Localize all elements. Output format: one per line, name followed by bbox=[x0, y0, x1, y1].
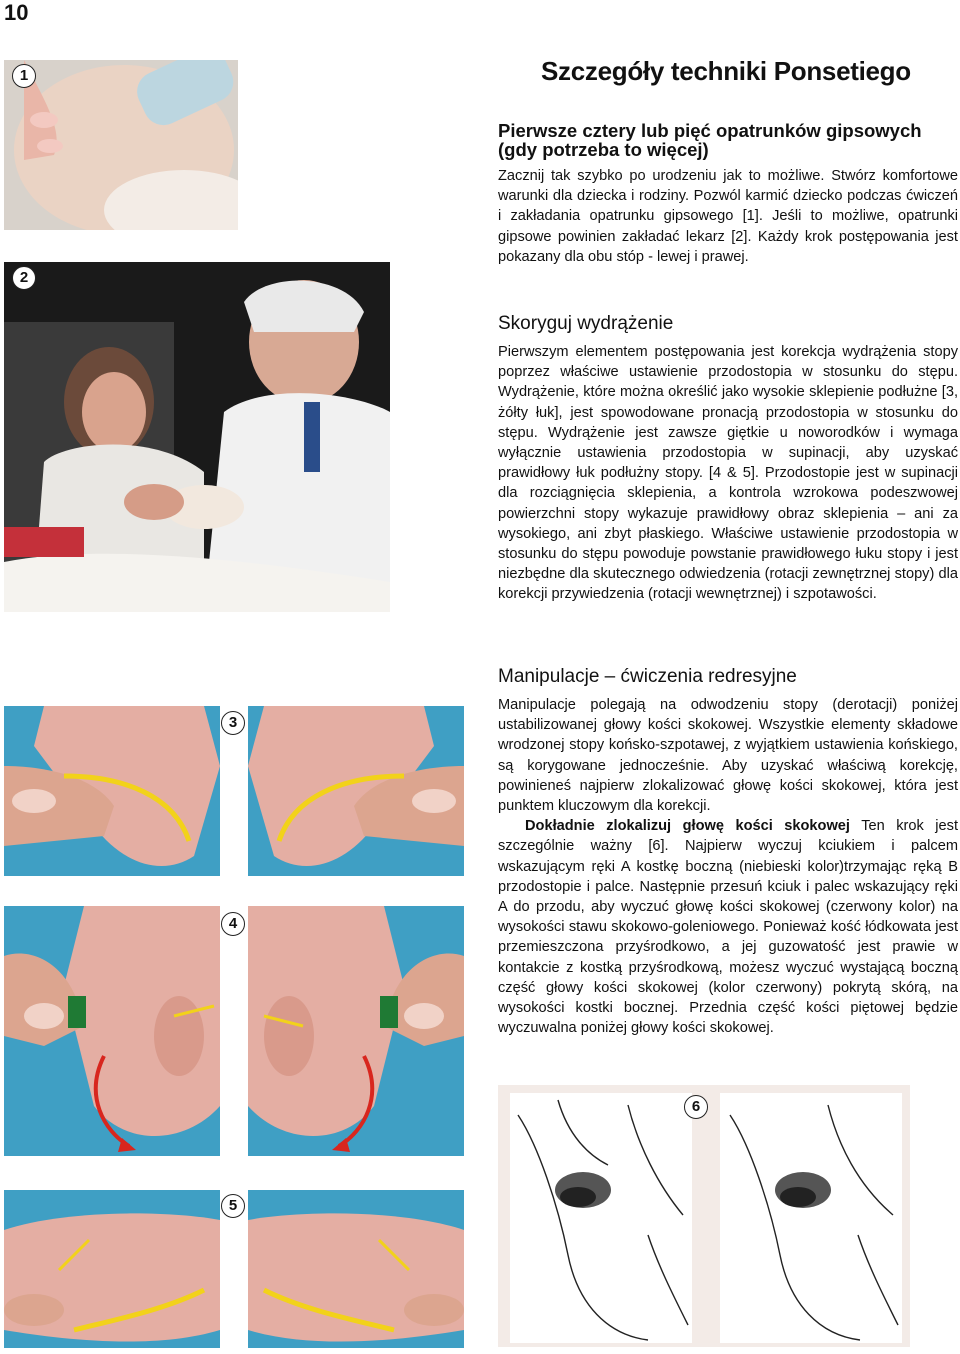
figure-5-badge: 5 bbox=[221, 1194, 245, 1218]
locate-talus-body: Ten krok jest szczególnie ważny [6]. Najpierw wyczuj kciukiem i palcem wskazującym ręki A kostkę boczną (niebieski kolor)trzymając ręką B przodostopie i palce. Następnie przesuń kciuk i palec wskazujący ręki A do przodu, aby wyczuć głowę kości skokowej (czerwony kolor) na wysokości stawu skokowo-goleniowego. Ponieważ kość łódkowata jest przemieszczona przyśrodkowo, a jej guzowatość jest prawie w kontakcie z kostką przyśrodkową, możesz wyczuć wystającą boczną część głowy kości skokowej (kolor czerwony) pokrytą skórą, na wysokości kostki bocznej. Przednia część kości piętowej będzie wyczuwalna poniżej głowy kości skokowej. bbox=[498, 818, 958, 1037]
section-manipulation-body: Manipulacje polegają na odwodzeniu stopy (derotacji) poniżej ustabilizowanej głowy kości skokowej. Wszystkie elementy składowe wrodzonej stopy końsko-szpotawej, z wyjątkiem ustawienia końskiego, są korygowane jednocześnie. Aby uzyskać właściwą korekcję, powinieneś najpierw zlokalizować głowę kości skokowej, która jest punktem kluczowym dla korekcji. bbox=[498, 697, 958, 815]
section-cavus bbox=[498, 313, 958, 605]
section-manipulation bbox=[498, 666, 958, 1038]
figure-5-right-photo bbox=[248, 1190, 464, 1348]
section-locate-talus bbox=[498, 816, 958, 1038]
green-marker bbox=[380, 996, 398, 1028]
section-manipulation-heading: Manipulacje – ćwiczenia redresyjne bbox=[498, 666, 797, 687]
figure-3-right-photo bbox=[248, 706, 464, 876]
figure-4-left-photo bbox=[4, 906, 220, 1156]
section-casts-body: Zacznij tak szybko po urodzeniu jak to możliwe. Stwórz komfortowe warunki dla dziecka i rodziny. Pozwól karmić dziecko podczas ćwiczeń i zakładania opatrunku gipsowego [1]. Jeśli to możliwe, opatrunki gipsowe powinien zakładać lekarz [2]. Każdy krok postępowania jest pokazany dla obu stóp - lewej i prawej. bbox=[498, 168, 958, 265]
figure-2-badge: 2 bbox=[12, 266, 36, 290]
figure-1-photo bbox=[4, 60, 238, 230]
figure-3-badge: 3 bbox=[221, 711, 245, 735]
section-cavus-heading: Skoryguj wydrążenie bbox=[498, 313, 674, 334]
figure-6-badge: 6 bbox=[684, 1095, 708, 1119]
section-casts-heading: Pierwsze cztery lub pięć opatrunków gipsowych (gdy potrzeba to więcej) bbox=[498, 120, 922, 160]
page-title: Szczegóły techniki Ponsetiego bbox=[541, 56, 911, 86]
figure-1-badge: 1 bbox=[12, 64, 36, 88]
figure-4-badge: 4 bbox=[221, 912, 245, 936]
figure-6-drawing bbox=[498, 1085, 910, 1347]
green-marker bbox=[68, 996, 86, 1028]
figure-2-photo bbox=[4, 262, 390, 612]
section-cavus-body: Pierwszym elementem postępowania jest korekcja wydrążenia stopy poprzez właściwe ustawienie przodostopia w stosunku do stępu. Wydrążenie, które można określić jako wysokie sklepienie podłużne [3, żółty łuk], jest spowodowane pronacją przodostopia w stosunku do stępu. Wydrążenie jest zawsze giętkie u noworodków i wymaga wyłącznie ustawienia przodostopia w supinacji, aby uzyskać prawidłowy łuk podłużny stopy. [4 & 5]. Przodostopie jest w supinacji dla rozciągnięcia sklepienia, a kontrola wzrokowa podeszwowej powierzchni stopy wykazuje prawidłowy obraz sklepienia – ani za wysokiego, ani zbyt płaskiego. Właściwe ustawienie przodostopia w stosunku do stępu powoduje powstanie prawidłowego łuku stopy i jest niezbędne dla skutecznego odwiedzenia (rotacji zewnętrznej stopy) dla korekcji przywiedzenia (rotacji wewnętrznej) i szpotawości. bbox=[498, 344, 958, 603]
figure-4-right-photo bbox=[248, 906, 464, 1156]
locate-talus-bold: Dokładnie zlokalizuj głowę kości skokowej bbox=[525, 818, 850, 835]
section-casts bbox=[498, 121, 958, 267]
page-number: 10 bbox=[4, 0, 29, 25]
figure-5-left-photo bbox=[4, 1190, 220, 1348]
figure-3-left-photo bbox=[4, 706, 220, 876]
